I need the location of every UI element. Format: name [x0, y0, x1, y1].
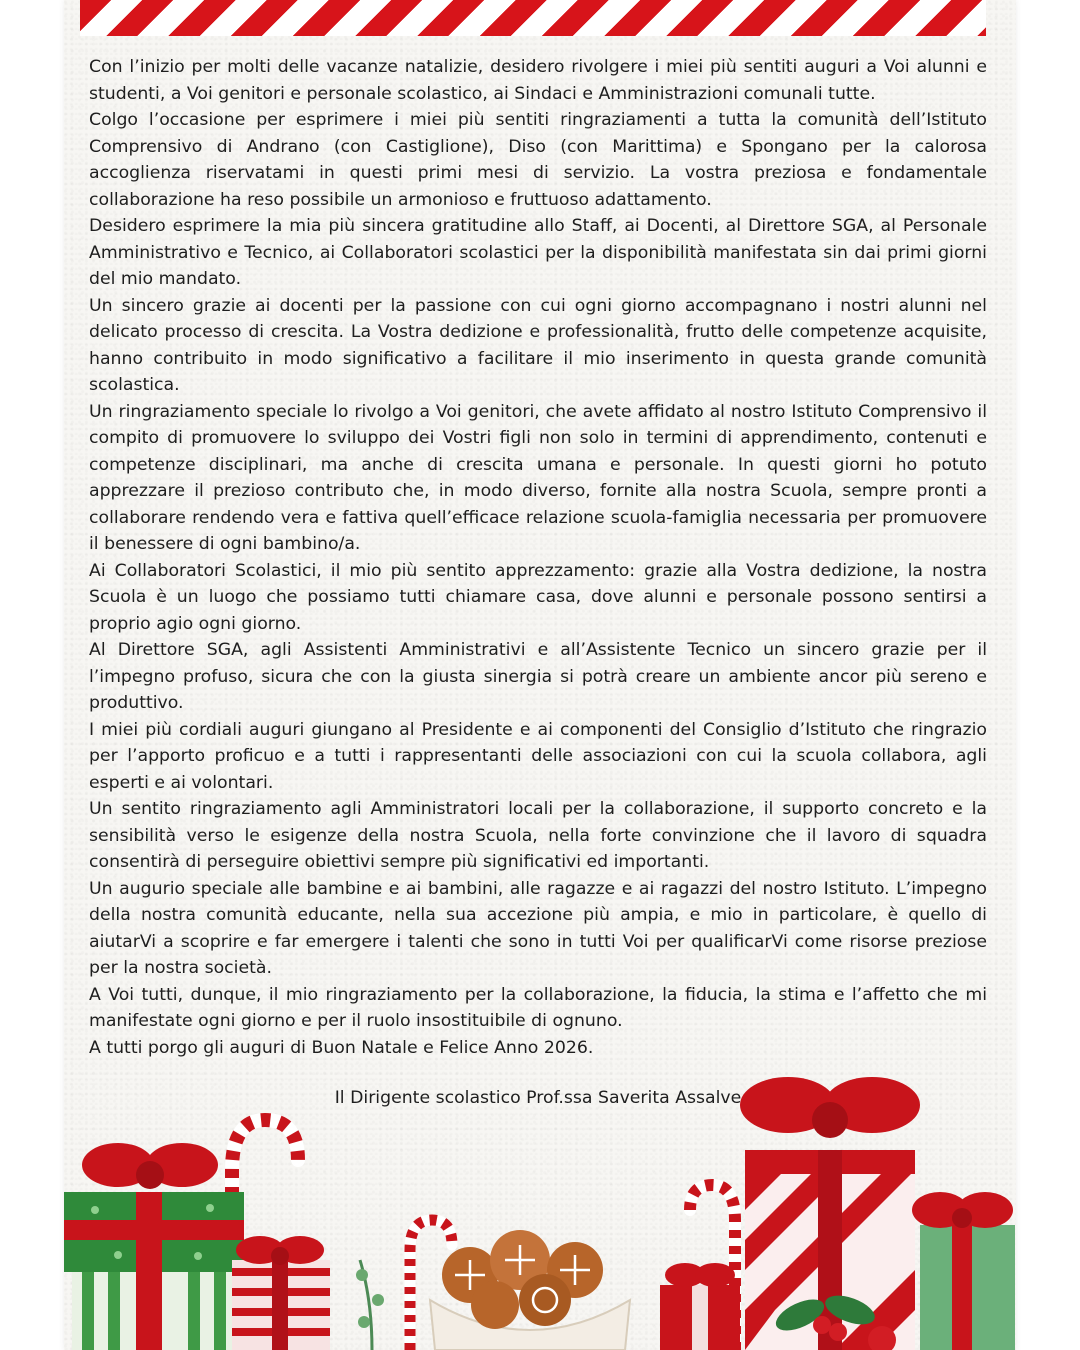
letter-body [89, 54, 987, 1061]
paragraph: A tutti porgo gli auguri di Buon Natale e Felice Anno 2026. [89, 1037, 594, 1058]
paragraph: Un sincero grazie ai docenti per la passione con cui ogni giorno accompagnano i nostri alunni nel delicato processo di crescita. La Vostra dedizione e professionalità, frutto delle competenze acquisite, hanno contribuito in modo significativo a facilitare il mio inserimento in questa grande comunità scolastica. [89, 295, 987, 395]
paragraph: Ai Collaboratori Scolastici, il mio più sentito apprezzamento: grazie alla Vostra dedizione, la nostra Scuola è un luogo che possiamo tutti chiamare casa, dove alunni e personale possono sentirsi a proprio agio ogni giorno. [89, 560, 987, 634]
candy-cane-stripe-border [80, 0, 986, 36]
paragraph: Un ringraziamento speciale lo rivolgo a Voi genitori, che avete affidato al nostro Istituto Comprensivo il compito di promuovere lo sviluppo dei Vostri figli non solo in termini di apprendimento, contenuti e competenze disciplinari, ma anche di crescita umana e personale. In questi giorni ho potuto apprezzare il prezioso contributo che, in modo diverso, fornite alla nostra Scuola, sempre pronti a collaborare rendendo vera e fattiva quell’efficace relazione scuola-famiglia necessaria per promuovere il benessere di ogni bambino/a. [89, 401, 987, 554]
paragraph: A Voi tutti, dunque, il mio ringraziamento per la collaborazione, la fiducia, la stima e l’affetto che mi manifestate ogni giorno e per il ruolo insostituibile di ognuno. [89, 984, 987, 1031]
small-red-gift-icon [660, 1263, 740, 1350]
paragraph: Colgo l’occasione per esprimere i miei più sentiti ringraziamenti a tutta la comunità dell’Istituto Comprensivo di Andrano (con Castiglione), Diso (con Marittima) e Spongano per la calorosa accoglienza riservatami in questi primi mesi di servizio. La vostra preziosa e fondamentale collaborazione ha reso possibile un armonioso e fruttuoso adattamento. [89, 110, 987, 210]
paragraph: Con l’inizio per molti delle vacanze natalizie, desidero rivolgere i miei più sentiti auguri a Voi alunni e studenti, a Voi genitori e personale scolastico, ai Sindaci e Amministrazioni comunali tutte. [89, 57, 987, 104]
green-gift-icon [64, 1143, 244, 1350]
christmas-gifts-illustration [0, 1060, 1080, 1350]
paragraph: Un sentito ringraziamento agli Amministratori locali per la collaborazione, il supporto concreto e la sensibilità verso le esigenze della nostra Scuola, nella forte convinzione che il lavoro di squadra consentirà di perseguire obiettivi sempre più significativi ed importanti. [89, 799, 987, 872]
paragraph: Al Direttore SGA, agli Assistenti Amministrativi e all’Assistente Tecnico un sincero grazie per il l’impegno profuso, sicura che con la giusta sinergia si potrà creare un ambiente ancor più sereno e produttivo. [89, 640, 987, 713]
red-striped-gift-icon [232, 1236, 330, 1350]
holly-sprig-icon [356, 1260, 384, 1350]
gingerbread-cookie-bowl-icon [430, 1230, 630, 1350]
paragraph: I miei più cordiali auguri giungano al Presidente e ai componenti del Consiglio d’Istituto che ringrazio per l’apporto proficuo e a tutti i rappresentanti delle associazioni con cui la scuola collabora, agli esperti e ai volontari. [89, 719, 987, 793]
green-gift-icon [912, 1192, 1015, 1350]
paragraph: Desidero esprimere la mia più sincera gratitudine allo Staff, ai Docenti, al Direttore SGA, al Personale Amministrativo e Tecnico, ai Collaboratori scolastici per la disponibilità manifestata sin dai primi giorni del mio mandato. [89, 216, 987, 289]
signature: Il Dirigente scolastico Prof.ssa Saverita Assalve [334, 1088, 742, 1108]
paragraph: Un augurio speciale alle bambine e ai bambini, alle ragazze e ai ragazzi del nostro Istituto. L’impegno della nostra comunità educante, nella sua accezione più ampia, e mio in particolare, è quello di aiutarVi a scoprire e far emergere i talenti che sono in tutti Voi per qualificarVi come risorse preziose per la nostra società. [89, 878, 987, 978]
